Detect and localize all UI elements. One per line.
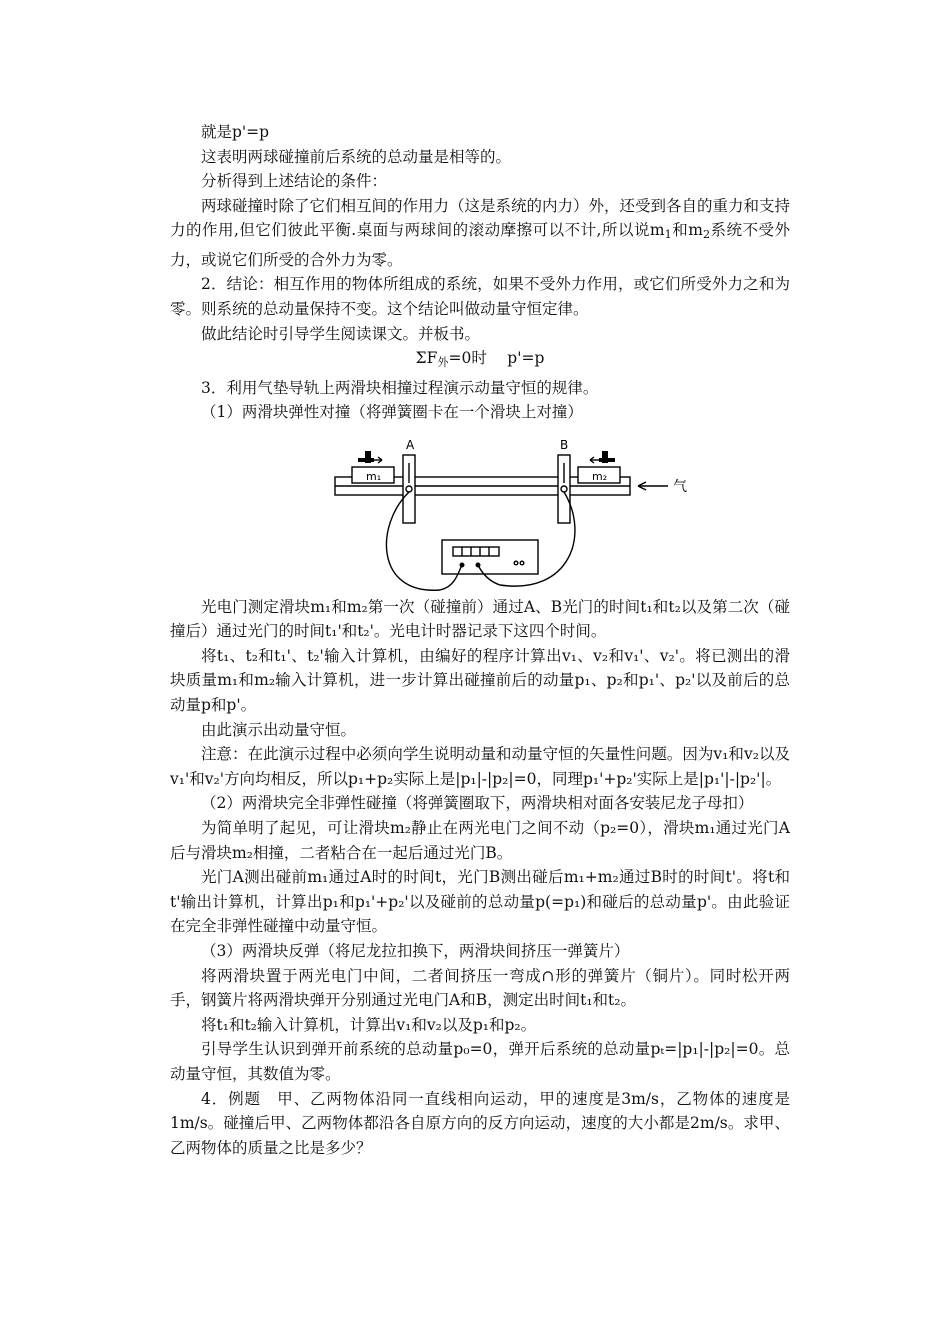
paragraph: 做此结论时引导学生阅读课文。并板书。 <box>201 324 481 343</box>
gate-a-label: A <box>406 437 415 452</box>
paragraph: （3）两滑块反弹（将尼龙拉扣换下，两滑块间挤压一弹簧片） <box>201 942 630 960</box>
paragraph: 3．利用气垫导轨上两滑块相撞过程演示动量守恒的规律。 <box>201 378 599 397</box>
paragraph: 由此演示出动量守恒。 <box>201 720 357 739</box>
paragraph: 就是p'=p <box>201 123 270 141</box>
air-track-diagram <box>170 425 790 595</box>
paragraph: （2）两滑块完全非弹性碰撞（将弹簧圈取下，两滑块相对面各安装尼龙子母扣） <box>201 794 754 813</box>
gate-b-label: B <box>560 437 569 452</box>
air-label: 气 <box>673 478 687 495</box>
paragraph: 注意：在此演示过程中必须向学生说明动量和动量守恒的矢量性问题。因为v₁和v₂以及v₁'和v₂'方向均相反，所以p₁+p₂实际上是|p₁|-|p₂|=0，同理p₁'+p₂'实际上是|p₁'|-|p₂'|。 <box>170 745 790 788</box>
slider-m1-label: m₁ <box>366 469 382 483</box>
slider-m2-label: m₂ <box>592 469 608 483</box>
paragraph: 4．例题 甲、乙两物体沿同一直线相向运动，甲的速度是3m/s，乙物体的速度是1m/s。碰撞后甲、乙两物体都沿各自原方向的反方向运动，速度的大小都是2m/s。求甲、乙两物体的质量之比是多少？ <box>170 1089 790 1157</box>
paragraph: 这表明两球碰撞前后系统的总动量是相等的。 <box>201 147 512 166</box>
document-body <box>170 120 790 1160</box>
paragraph: （1）两滑块弹性对撞（将弹簧圈卡在一个滑块上对撞） <box>201 403 583 422</box>
formula: $\Sigma F_外=0$时 p'=p <box>415 349 545 369</box>
paragraph: 将t₁和t₂输入计算机，计算出v₁和v₂以及p₁和p₂。 <box>201 1015 537 1034</box>
paragraph: 2．结论：相互作用的物体所组成的系统，如果不受外力作用，或它们所受外力之和为零。则系统的总动量保持不变。这个结论叫做动量守恒定律。 <box>170 275 790 318</box>
paragraph: 光电门测定滑块m₁和m₂第一次（碰撞前）通过A、B光门的时间t₁和t₂以及第二次（碰撞后）通过光门的时间t₁'和t₂'。光电计时器记录下这四个时间。 <box>170 597 790 641</box>
paragraph: 两球碰撞时除了它们相互间的作用力（这是系统的内力）外，还受到各自的重力和支持力的作用,但它们彼此平衡.桌面与两球间的滚动摩擦可以不计,所以说$m_1$和$m_2$系统不受外力，或说它们所受的合外力为零。 <box>170 196 791 269</box>
paragraph: 分析得到上述结论的条件： <box>201 172 388 191</box>
paragraph: 将两滑块置于两光电门中间，二者间挤压一弯成∩形的弹簧片（铜片）。同时松开两手，钢簧片将两滑块弹开分别通过光电门A和B，测定出时间t₁和t₂。 <box>170 966 790 1010</box>
paragraph: 光门A测出碰前m₁通过A时的时间t，光门B测出碰后m₁+m₂通过B时的时间t'。将t和t'输出计算机，计算出p₁和p₁'+p₂'以及碰前的总动量p(=p₁)和碰后的总动量p'。由此验证在完全非弹性碰撞中动量守恒。 <box>170 868 790 936</box>
paragraph: 将t₁、t₂和t₁'、t₂'输入计算机，由编好的程序计算出v₁、v₂和v₁'、v₂'。将已测出的滑块质量m₁和m₂输入计算机，进一步计算出碰撞前后的动量p₁、p₂和p₁'、p₂'以及前后的总动量p和p'。 <box>170 646 790 715</box>
paragraph: 引导学生认识到弹开前系统的总动量p₀=0，弹开后系统的总动量pₜ=|p₁|-|p₂|=0。总动量守恒，其数值为零。 <box>170 1040 790 1083</box>
paragraph: 为简单明了起见，可让滑块m₂静止在两光电门之间不动（p₂=0），滑块m₁通过光门A后与滑块m₂相撞，二者粘合在一起后通过光门B。 <box>170 819 790 862</box>
